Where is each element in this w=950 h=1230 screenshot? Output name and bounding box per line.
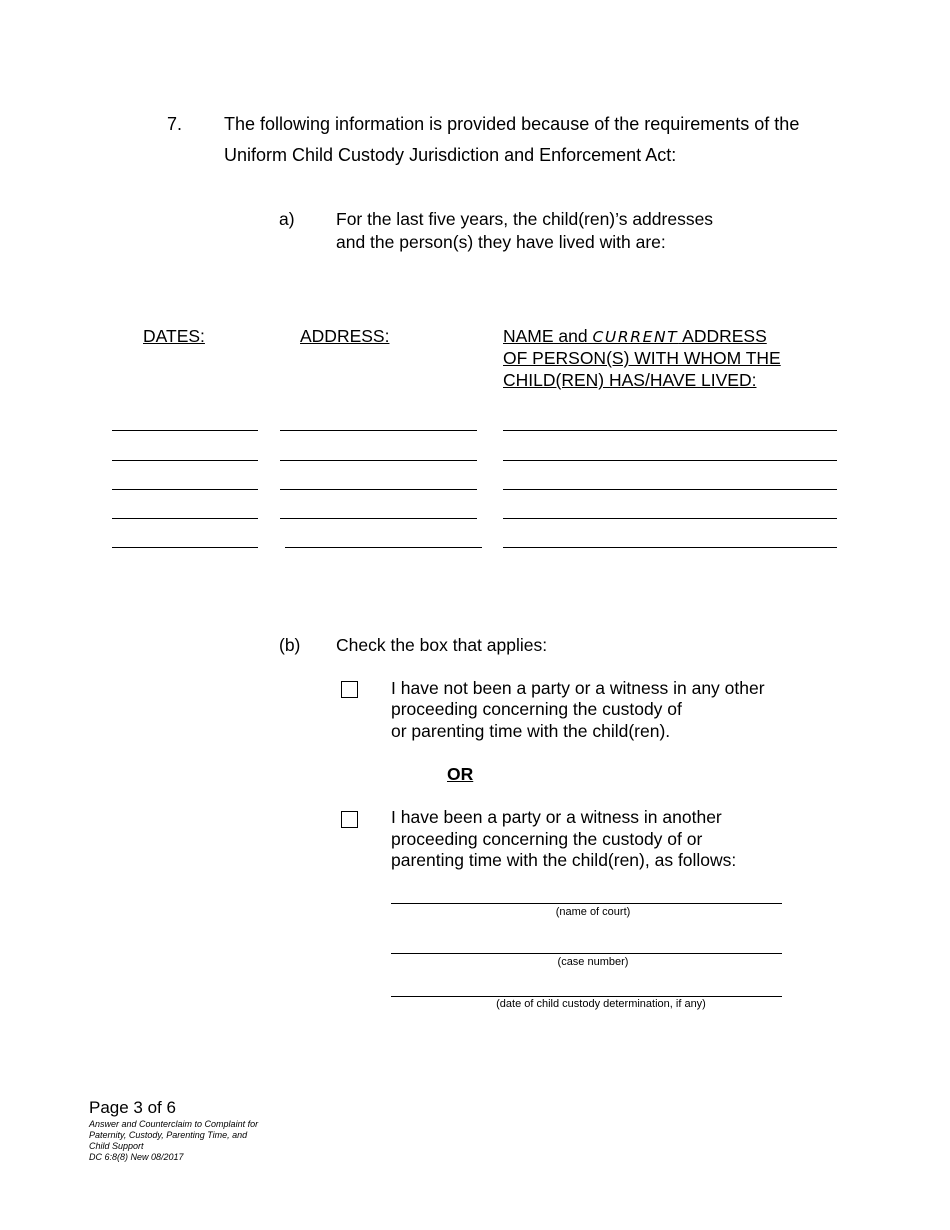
option1-checkbox[interactable]	[341, 681, 358, 698]
case-number-caption: (case number)	[557, 956, 629, 968]
person-field-row5[interactable]	[503, 547, 837, 548]
part-b-instruction: Check the box that applies:	[336, 635, 548, 655]
address-field-row2[interactable]	[280, 460, 477, 461]
court-name-caption: (name of court)	[555, 906, 631, 918]
option1-line2: proceeding concerning the custody of	[391, 699, 682, 719]
part-b-label: (b)	[279, 635, 301, 655]
address-field-row1[interactable]	[280, 430, 477, 431]
address-field-row4[interactable]	[280, 518, 477, 519]
footer-line3: Child Support	[89, 1141, 144, 1151]
part-a-line2: and the person(s) they have lived with are:	[336, 232, 666, 252]
dates-field-row5[interactable]	[112, 547, 258, 548]
person-field-row2[interactable]	[503, 460, 837, 461]
part-a-label: a)	[279, 209, 295, 229]
page-number: Page 3 of 6	[89, 1098, 176, 1117]
column-header-name-line3: CHILD(REN) HAS/HAVE LIVED:	[503, 370, 757, 390]
column-header-address: ADDRESS:	[300, 326, 390, 346]
form-code: DC 6:8(8) New 08/2017	[89, 1152, 184, 1162]
column-header-name-emphasis: CURRENT	[592, 328, 679, 346]
option2-line1: I have been a party or a witness in another	[391, 807, 722, 827]
dates-field-row3[interactable]	[112, 489, 258, 490]
dates-field-row4[interactable]	[112, 518, 258, 519]
case-number-field[interactable]	[391, 953, 782, 954]
section-number: 7.	[167, 114, 183, 134]
column-header-name-suffix: ADDRESS	[678, 326, 767, 346]
option1-line1: I have not been a party or a witness in any other	[391, 678, 765, 698]
dates-field-row2[interactable]	[112, 460, 258, 461]
option2-line3: parenting time with the child(ren), as follows:	[391, 850, 737, 870]
column-header-name-prefix: NAME and	[503, 326, 593, 346]
column-header-name-line2: OF PERSON(S) WITH WHOM THE	[503, 348, 781, 368]
option1-line3: or parenting time with the child(ren).	[391, 721, 671, 741]
footer-line2: Paternity, Custody, Parenting Time, and	[89, 1130, 248, 1140]
option2-line2: proceeding concerning the custody of or	[391, 829, 703, 849]
court-name-field[interactable]	[391, 903, 782, 904]
dates-field-row1[interactable]	[112, 430, 258, 431]
column-header-dates: DATES:	[143, 326, 205, 346]
address-field-row3[interactable]	[280, 489, 477, 490]
address-field-row5[interactable]	[285, 547, 482, 548]
column-header-name-line1	[503, 325, 767, 348]
or-separator: OR	[447, 764, 474, 784]
footer-line1: Answer and Counterclaim to Complaint for	[89, 1119, 259, 1129]
person-field-row1[interactable]	[503, 430, 837, 431]
person-field-row4[interactable]	[503, 518, 837, 519]
part-a-line1: For the last five years, the child(ren)’s addresses	[336, 209, 714, 229]
section-text-line1: The following information is provided because of the requirements of the	[224, 114, 800, 134]
determination-date-caption: (date of child custody determination, if any)	[496, 998, 706, 1010]
section-text-line2: Uniform Child Custody Jurisdiction and Enforcement Act:	[224, 145, 677, 165]
option2-checkbox[interactable]	[341, 811, 358, 828]
person-field-row3[interactable]	[503, 489, 837, 490]
determination-date-field[interactable]	[391, 996, 782, 997]
